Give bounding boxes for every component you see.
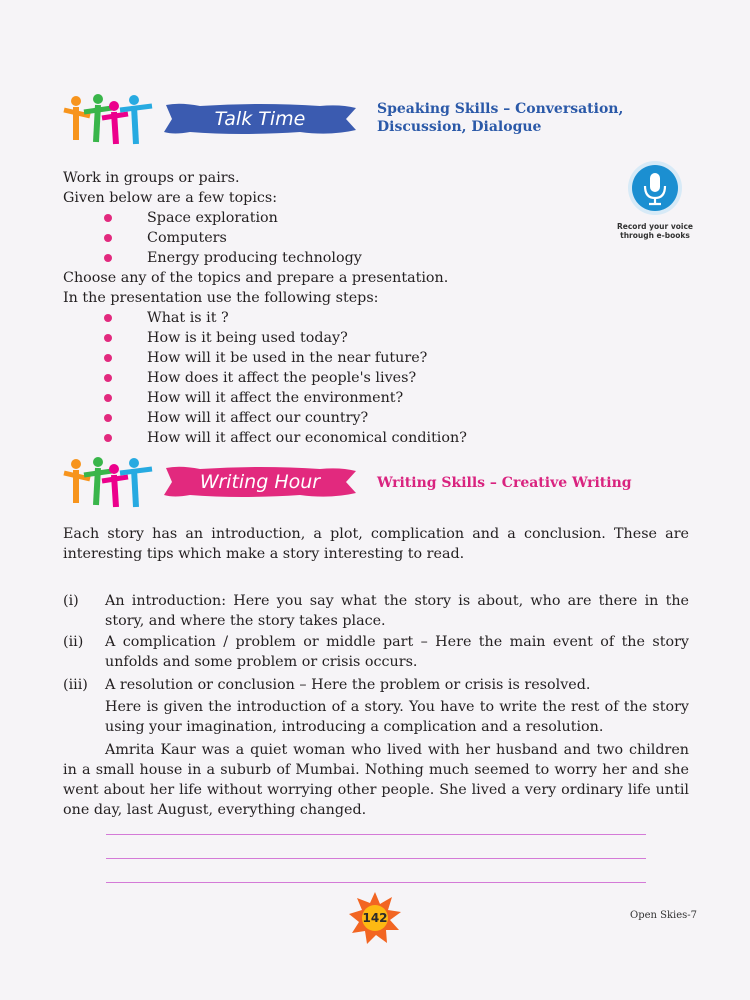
story-introduction: Amrita Kaur was a quiet woman who lived with her husband and two children in a small house in a suburb of Mumbai. Nothing much seemed to worry her and she went about her life without worrying other people. She lived a very ordinary life until one day, last August, everything changed. <box>63 742 689 818</box>
part-text: A complication / problem or middle part – Here the main event of the story unfolds and some problem or crisis occurs. <box>105 634 689 670</box>
bullet-icon <box>104 374 112 382</box>
part-number: (iii) <box>63 677 88 693</box>
bullet-icon <box>104 394 112 402</box>
record-voice-badge[interactable] <box>612 160 698 240</box>
list-item: How will it be used in the near future? <box>104 348 467 368</box>
bullet-icon <box>104 434 112 442</box>
story-tips-intro: Each story has an introduction, a plot, complication and a conclusion. These are interesting tips which make a story interesting to read. <box>63 526 689 562</box>
writing-hour-title: Writing Hour <box>199 471 321 493</box>
writing-hour-header <box>62 455 702 515</box>
list-item: What is it ? <box>104 308 467 328</box>
part-text: A resolution or conclusion – Here the problem or crisis is resolved. <box>105 677 591 693</box>
page-number-badge <box>348 891 402 945</box>
instruction-line: Given below are a few topics: <box>63 190 278 206</box>
instruction-line: Choose any of the topics and prepare a presentation. <box>63 270 449 286</box>
bullet-icon <box>104 234 112 242</box>
writing-line[interactable] <box>106 858 646 859</box>
talk-time-header <box>62 92 702 152</box>
list-item: How is it being used today? <box>104 328 467 348</box>
steps-list <box>104 308 467 448</box>
list-item: Energy producing technology <box>104 248 362 268</box>
story-part <box>63 675 689 695</box>
bullet-icon <box>104 334 112 342</box>
speaking-skills-label: Speaking Skills – Conversation, Discussion, Dialogue <box>377 101 624 135</box>
record-voice-caption: Record your voice through e-books <box>617 222 693 240</box>
bullet-icon <box>104 314 112 322</box>
part-number: (ii) <box>63 634 84 650</box>
bullet-icon <box>104 354 112 362</box>
topics-list <box>104 208 362 268</box>
bullet-icon <box>104 214 112 222</box>
book-title: Open Skies-7 <box>630 910 698 921</box>
list-item: How will it affect the environment? <box>104 388 467 408</box>
part-text: An introduction: Here you say what the story is about, who are there in the story, and where the story takes place. <box>105 593 689 629</box>
part-number: (i) <box>63 593 79 609</box>
list-item: How does it affect the people's lives? <box>104 368 467 388</box>
bullet-icon <box>104 414 112 422</box>
story-part <box>63 632 689 672</box>
people-group-icon <box>62 92 154 148</box>
story-part <box>63 591 689 631</box>
talk-time-banner <box>160 102 360 136</box>
list-item: Computers <box>104 228 362 248</box>
microphone-icon[interactable] <box>627 160 683 216</box>
writing-instruction: Here is given the introduction of a story. You have to write the rest of the story using your imagination, introducing a complication and a resolution. <box>105 699 689 735</box>
list-item: How will it affect our country? <box>104 408 467 428</box>
talk-time-title: Talk Time <box>214 108 306 130</box>
writing-skills-label: Writing Skills – Creative Writing <box>377 475 632 491</box>
list-item: Space exploration <box>104 208 362 228</box>
writing-line[interactable] <box>106 882 646 883</box>
people-group-icon <box>62 455 154 511</box>
instruction-line: In the presentation use the following steps: <box>63 290 379 306</box>
writing-hour-banner <box>160 465 360 499</box>
instruction-line: Work in groups or pairs. <box>63 170 240 186</box>
page-number: 142 <box>362 911 388 925</box>
bullet-icon <box>104 254 112 262</box>
list-item: How will it affect our economical condition? <box>104 428 467 448</box>
writing-line[interactable] <box>106 834 646 835</box>
